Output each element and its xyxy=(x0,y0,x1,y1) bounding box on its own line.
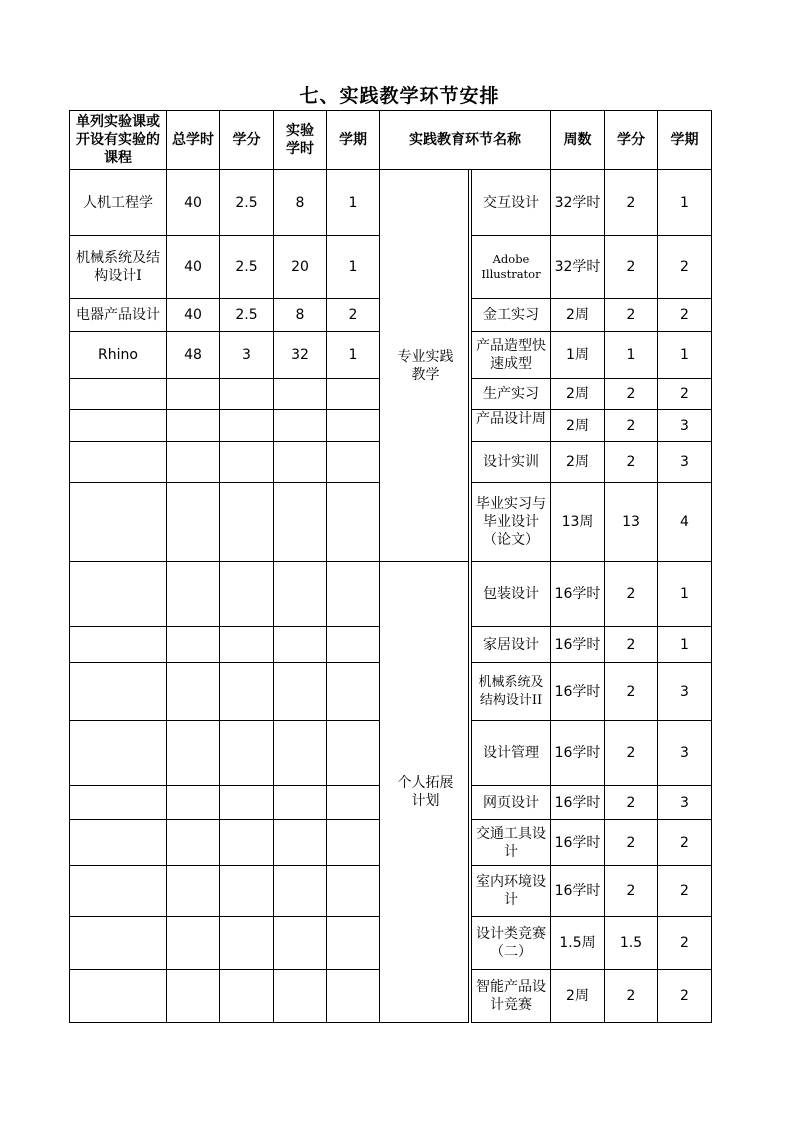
course-lab-hours xyxy=(273,916,327,970)
practice-semester xyxy=(657,235,712,299)
course-total-hours xyxy=(166,298,220,332)
practice-name xyxy=(471,482,551,562)
header-credit-text: 学分 xyxy=(232,132,261,148)
practice-name xyxy=(471,865,551,917)
header-course xyxy=(69,110,167,170)
course-name xyxy=(69,561,167,627)
practice-semester xyxy=(657,720,712,786)
header-practice-credit xyxy=(604,110,658,170)
course-name xyxy=(69,482,167,562)
practice-semester xyxy=(657,819,712,866)
practice-name-text: 室内环境设计 xyxy=(476,874,546,908)
course-total-hours xyxy=(166,785,220,820)
group-name-text: 专业实践教学 xyxy=(397,348,454,383)
course-lab-hours xyxy=(273,169,327,236)
course-semester xyxy=(326,916,380,970)
practice-name xyxy=(471,298,551,332)
course-credit-text: 2.5 xyxy=(235,259,258,275)
course-semester-text: 1 xyxy=(348,347,358,363)
practice-credit-text: 2 xyxy=(626,259,636,275)
header-practice-name xyxy=(379,110,551,170)
course-name xyxy=(69,235,167,299)
practice-weeks xyxy=(550,819,605,866)
practice-weeks xyxy=(550,409,605,442)
gap-border xyxy=(468,169,469,1023)
course-semester xyxy=(326,662,380,721)
practice-name-text: 毕业实习与毕业设计（论文） xyxy=(476,496,546,548)
practice-semester-text: 2 xyxy=(680,386,689,402)
course-lab-hours xyxy=(273,662,327,721)
practice-weeks-text: 16学时 xyxy=(554,745,601,761)
practice-credit-text: 2 xyxy=(626,834,636,851)
course-lab-hours xyxy=(273,720,327,786)
practice-credit xyxy=(604,916,658,970)
course-lab-hours-text: 32 xyxy=(291,347,309,363)
course-credit xyxy=(219,626,274,663)
course-name xyxy=(69,865,167,917)
practice-weeks xyxy=(550,482,605,562)
course-total-hours xyxy=(166,720,220,786)
practice-weeks-text: 2周 xyxy=(566,988,589,1004)
practice-weeks-text: 1.5周 xyxy=(559,935,596,951)
course-lab-hours-text: 8 xyxy=(295,194,305,211)
header-practice-name-text: 实践教育环节名称 xyxy=(409,132,521,148)
practice-credit xyxy=(604,662,658,721)
practice-semester-text: 3 xyxy=(680,683,689,700)
header-semester xyxy=(326,110,380,170)
practice-name xyxy=(471,626,551,663)
practice-credit-text: 2 xyxy=(626,745,636,761)
practice-name xyxy=(471,819,551,866)
practice-name xyxy=(471,331,551,379)
practice-weeks-text: 16学时 xyxy=(554,683,601,700)
practice-name-text: 交互设计 xyxy=(483,194,539,211)
practice-credit xyxy=(604,441,658,483)
group-name-text: 个人拓展计划 xyxy=(397,775,454,809)
practice-semester xyxy=(657,298,712,332)
practice-credit-text: 13 xyxy=(622,514,640,530)
practice-semester xyxy=(657,331,712,379)
practice-semester xyxy=(657,409,712,442)
practice-name-text: 设计管理 xyxy=(483,745,539,761)
practice-name xyxy=(471,662,551,721)
practice-weeks-text: 32学时 xyxy=(554,194,601,211)
course-total-hours xyxy=(166,378,220,410)
practice-weeks-text: 32学时 xyxy=(554,259,601,275)
practice-credit-text: 2 xyxy=(626,636,636,653)
practice-credit xyxy=(604,561,658,627)
course-total-hours xyxy=(166,626,220,663)
practice-name xyxy=(471,785,551,820)
practice-weeks xyxy=(550,916,605,970)
course-lab-hours-text: 20 xyxy=(291,259,309,275)
course-credit-text: 2.5 xyxy=(235,307,258,323)
course-semester xyxy=(326,298,380,332)
practice-credit xyxy=(604,331,658,379)
practice-credit-text: 2 xyxy=(626,454,636,470)
practice-name-text: 包装设计 xyxy=(483,586,539,602)
practice-name-text: 设计类竞赛（二） xyxy=(476,926,546,960)
course-lab-hours-text: 8 xyxy=(295,307,305,323)
course-name xyxy=(69,969,167,1023)
practice-semester-text: 2 xyxy=(680,935,689,951)
course-semester xyxy=(326,441,380,483)
course-name xyxy=(69,169,167,236)
practice-name xyxy=(471,969,551,1023)
practice-weeks xyxy=(550,235,605,299)
course-name xyxy=(69,441,167,483)
practice-credit-text: 2 xyxy=(626,417,636,434)
course-credit-text: 2.5 xyxy=(235,194,258,211)
course-total-hours-text: 40 xyxy=(184,307,202,323)
course-lab-hours xyxy=(273,441,327,483)
course-credit-text: 3 xyxy=(242,347,251,363)
course-semester-text: 2 xyxy=(348,307,358,323)
practice-semester xyxy=(657,482,712,562)
course-lab-hours xyxy=(273,819,327,866)
practice-credit xyxy=(604,819,658,866)
practice-weeks xyxy=(550,298,605,332)
practice-semester xyxy=(657,662,712,721)
practice-semester-text: 1 xyxy=(680,194,689,211)
course-semester xyxy=(326,482,380,562)
course-credit xyxy=(219,819,274,866)
header-total-hours-text: 总学时 xyxy=(172,132,214,148)
practice-semester-text: 1 xyxy=(680,586,689,602)
practice-weeks-text: 16学时 xyxy=(554,883,601,899)
practice-weeks-text: 16学时 xyxy=(554,586,601,602)
course-total-hours xyxy=(166,409,220,442)
course-semester xyxy=(326,378,380,410)
practice-credit xyxy=(604,169,658,236)
practice-credit-text: 2 xyxy=(626,883,636,899)
practice-credit xyxy=(604,235,658,299)
practice-semester xyxy=(657,626,712,663)
practice-name-text: 机械系统及结构设计II xyxy=(478,674,544,708)
course-credit xyxy=(219,441,274,483)
course-total-hours xyxy=(166,662,220,721)
practice-name-text: 交通工具设计 xyxy=(476,825,546,860)
course-name xyxy=(69,819,167,866)
course-credit xyxy=(219,298,274,332)
course-total-hours xyxy=(166,819,220,866)
course-lab-hours xyxy=(273,482,327,562)
course-credit xyxy=(219,169,274,236)
practice-credit-text: 1 xyxy=(626,347,636,363)
course-name xyxy=(69,298,167,332)
practice-credit-text: 2 xyxy=(626,794,636,811)
header-practice-credit-text: 学分 xyxy=(617,132,645,148)
practice-name-text: 金工实习 xyxy=(483,307,539,323)
course-name-text: Rhino xyxy=(98,347,138,363)
practice-name-text: 家居设计 xyxy=(483,636,539,653)
practice-weeks-text: 1周 xyxy=(566,347,589,363)
course-lab-hours xyxy=(273,969,327,1023)
header-weeks xyxy=(550,110,605,170)
practice-credit xyxy=(604,626,658,663)
course-semester xyxy=(326,969,380,1023)
course-lab-hours xyxy=(273,235,327,299)
practice-weeks xyxy=(550,378,605,410)
practice-semester-text: 3 xyxy=(680,417,689,434)
practice-name xyxy=(471,720,551,786)
practice-weeks xyxy=(550,561,605,627)
practice-semester-text: 2 xyxy=(680,307,689,323)
practice-credit xyxy=(604,720,658,786)
practice-weeks-text: 2周 xyxy=(566,454,589,470)
course-credit xyxy=(219,785,274,820)
practice-weeks xyxy=(550,441,605,483)
course-semester xyxy=(326,785,380,820)
practice-name-text: Adobe Illustrator xyxy=(481,252,541,281)
course-semester xyxy=(326,331,380,379)
course-semester xyxy=(326,235,380,299)
header-semester-text: 学期 xyxy=(339,132,367,148)
practice-credit xyxy=(604,785,658,820)
practice-weeks xyxy=(550,169,605,236)
practice-name xyxy=(471,561,551,627)
practice-semester-text: 1 xyxy=(680,636,689,653)
practice-semester-text: 2 xyxy=(680,259,689,275)
course-name xyxy=(69,916,167,970)
practice-weeks xyxy=(550,865,605,917)
course-semester-text: 1 xyxy=(348,259,358,275)
course-semester xyxy=(326,720,380,786)
practice-name xyxy=(471,378,551,410)
practice-credit-text: 2 xyxy=(626,307,636,323)
practice-semester-text: 3 xyxy=(680,794,689,811)
course-lab-hours xyxy=(273,298,327,332)
course-credit xyxy=(219,561,274,627)
practice-name-text: 生产实习 xyxy=(483,386,539,402)
course-name-text: 机械系统及结构设计I xyxy=(76,250,160,284)
practice-semester xyxy=(657,969,712,1023)
header-credit xyxy=(219,110,274,170)
practice-name-text: 智能产品设计竞赛 xyxy=(476,979,546,1013)
practice-credit xyxy=(604,865,658,917)
course-semester xyxy=(326,819,380,866)
course-credit xyxy=(219,662,274,721)
practice-credit-text: 2 xyxy=(626,586,636,602)
practice-semester-text: 3 xyxy=(680,745,689,761)
header-lab-hours xyxy=(273,110,327,170)
practice-weeks-text: 13周 xyxy=(561,514,594,530)
practice-name xyxy=(471,409,551,442)
course-total-hours-text: 40 xyxy=(184,259,202,275)
course-credit xyxy=(219,378,274,410)
course-credit xyxy=(219,409,274,442)
course-total-hours xyxy=(166,441,220,483)
group-name xyxy=(379,169,472,562)
practice-weeks xyxy=(550,720,605,786)
practice-credit xyxy=(604,409,658,442)
practice-name xyxy=(471,441,551,483)
practice-credit-text: 2 xyxy=(626,988,636,1004)
practice-semester-text: 1 xyxy=(680,347,689,363)
practice-credit-text: 2 xyxy=(626,683,636,700)
course-total-hours xyxy=(166,482,220,562)
practice-weeks xyxy=(550,785,605,820)
practice-name xyxy=(471,916,551,970)
practice-weeks xyxy=(550,662,605,721)
course-total-hours xyxy=(166,561,220,627)
course-lab-hours xyxy=(273,626,327,663)
course-credit xyxy=(219,331,274,379)
practice-name-text: 产品造型快速成型 xyxy=(476,338,546,372)
course-name xyxy=(69,378,167,410)
course-lab-hours xyxy=(273,865,327,917)
practice-name-text: 设计实训 xyxy=(483,454,539,470)
course-name xyxy=(69,720,167,786)
course-lab-hours xyxy=(273,378,327,410)
course-total-hours-text: 48 xyxy=(184,347,202,363)
practice-semester-text: 4 xyxy=(680,514,689,530)
group-name xyxy=(379,561,472,1023)
header-course-text: 单列实验课或开设有实验的课程 xyxy=(76,114,160,166)
practice-credit xyxy=(604,378,658,410)
practice-semester xyxy=(657,785,712,820)
practice-name xyxy=(471,169,551,236)
course-total-hours xyxy=(166,969,220,1023)
header-weeks-text: 周数 xyxy=(563,132,592,148)
course-credit xyxy=(219,916,274,970)
practice-weeks-text: 16学时 xyxy=(554,636,601,653)
practice-credit xyxy=(604,969,658,1023)
course-lab-hours xyxy=(273,561,327,627)
practice-name xyxy=(471,235,551,299)
practice-credit-text: 2 xyxy=(626,386,636,402)
course-total-hours xyxy=(166,331,220,379)
course-semester xyxy=(326,626,380,663)
course-credit xyxy=(219,235,274,299)
course-lab-hours xyxy=(273,785,327,820)
page-title: 七、实践教学环节安排 xyxy=(299,85,500,107)
practice-credit xyxy=(604,482,658,562)
practice-weeks-text: 16学时 xyxy=(554,794,601,811)
course-credit xyxy=(219,720,274,786)
course-semester xyxy=(326,865,380,917)
course-credit xyxy=(219,865,274,917)
practice-semester-text: 2 xyxy=(680,988,689,1004)
header-lab-hours-text: 实验学时 xyxy=(286,123,314,157)
practice-weeks xyxy=(550,331,605,379)
course-lab-hours xyxy=(273,409,327,442)
course-name xyxy=(69,331,167,379)
practice-weeks xyxy=(550,626,605,663)
practice-name-text: 网页设计 xyxy=(483,794,539,811)
course-lab-hours xyxy=(273,331,327,379)
practice-semester xyxy=(657,916,712,970)
course-total-hours xyxy=(166,169,220,236)
course-credit xyxy=(219,482,274,562)
course-name-text: 电器产品设计 xyxy=(76,307,160,323)
course-name xyxy=(69,626,167,663)
practice-weeks xyxy=(550,969,605,1023)
course-total-hours xyxy=(166,235,220,299)
course-total-hours-text: 40 xyxy=(184,194,202,211)
practice-semester-text: 2 xyxy=(680,883,689,899)
course-semester xyxy=(326,409,380,442)
course-name xyxy=(69,785,167,820)
practice-semester xyxy=(657,441,712,483)
practice-semester xyxy=(657,169,712,236)
practice-weeks-text: 16学时 xyxy=(554,834,601,851)
practice-semester-text: 3 xyxy=(680,454,689,470)
course-semester xyxy=(326,561,380,627)
practice-semester xyxy=(657,561,712,627)
practice-semester xyxy=(657,378,712,410)
course-name xyxy=(69,662,167,721)
course-name-text: 人机工程学 xyxy=(83,194,153,211)
practice-semester xyxy=(657,865,712,917)
header-total-hours xyxy=(166,110,220,170)
header-practice-semester xyxy=(657,110,712,170)
practice-name-text: 产品设计周 xyxy=(476,411,546,427)
course-name xyxy=(69,409,167,442)
course-semester-text: 1 xyxy=(348,194,358,211)
header-practice-semester-text: 学期 xyxy=(670,132,699,148)
course-credit xyxy=(219,969,274,1023)
practice-semester-text: 2 xyxy=(680,834,689,851)
practice-credit-text: 1.5 xyxy=(619,935,643,951)
practice-credit-text: 2 xyxy=(626,194,636,211)
course-total-hours xyxy=(166,865,220,917)
practice-credit xyxy=(604,298,658,332)
practice-weeks-text: 2周 xyxy=(566,417,589,434)
practice-weeks-text: 2周 xyxy=(566,307,589,323)
course-total-hours xyxy=(166,916,220,970)
practice-weeks-text: 2周 xyxy=(566,386,589,402)
course-semester xyxy=(326,169,380,236)
